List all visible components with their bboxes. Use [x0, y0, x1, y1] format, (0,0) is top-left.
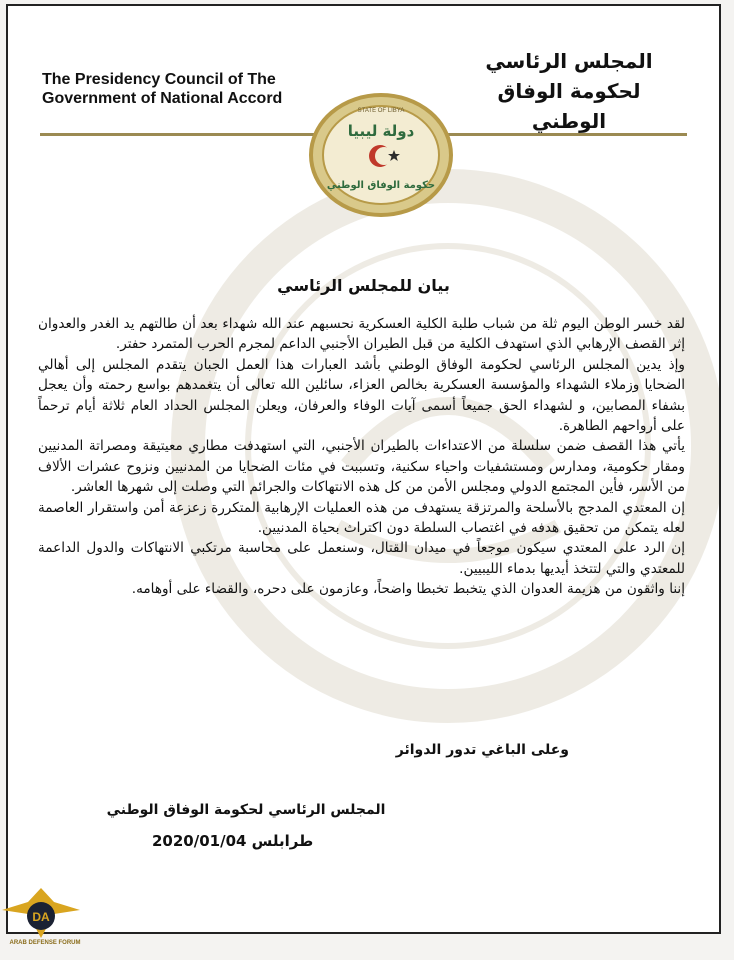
logo-short-text: DA — [32, 910, 50, 924]
arab-defense-forum-logo-icon — [0, 880, 82, 960]
paragraph: وإذ يدين المجلس الرئاسي لحكومة الوفاق الوطني بأشد العبارات هذا العمل الجبان يتقدم المجلس إلى أهالي الضحايا وزملاء الشهداء والمؤسسة العسكرية بخالص العزاء، سائلين الله تعالى أن يتغمدهم بواسع رحمته وأن يعجل بشفاء المصابين، و لشهداء الحق جميعاً أسمى آيات الوفاء والعرفان، ويعلن المجلس الحداد العام ثلاثة أيام ترحماً على أرواحهم الطاهرة. — [38, 356, 685, 435]
arabic-header — [459, 46, 679, 136]
arabic-header-line2: لحكومة الوفاق الوطني — [497, 79, 641, 133]
emblem-arabic-text: دولة ليبيا — [347, 122, 415, 140]
closing-line: وعلى الباغي تدور الدوائر — [395, 742, 569, 758]
arabic-header-line1: المجلس الرئاسي — [485, 49, 653, 73]
document-page — [6, 4, 721, 934]
signature-place-date: طرابلس 2020/01/04 — [152, 832, 314, 850]
emblem-bottom-text: حكومة الوفاق الوطني — [326, 180, 436, 191]
english-header-line1: The Presidency Council of The — [42, 71, 276, 88]
paragraph: يأتي هذا القصف ضمن سلسلة من الاعتداءات بالطيران الأجنبي، التي استهدفت مطاري معيتيقة ومصراتة المدنيين ومقار حكومية، ومدارس ومستشفيات واحياء سكنية، وتسببت في مئات الضحايا من المدنيين ونزوح عشرات الألاف من الأسر، فأين المجتمع الدولي ومجلس الأمن من كل هذه الانتهاكات والجرائم التي وصلت إلى شهرها العاشر. — [38, 438, 685, 496]
statement-body — [38, 314, 685, 600]
english-header-line2: Government of National Accord — [42, 90, 283, 107]
emblem-top-text: STATE OF LIBYA — [357, 108, 405, 114]
signature-name: المجلس الرئاسي لحكومة الوفاق الوطني — [106, 802, 386, 818]
logo-caption: ARAB DEFENSE FORUM — [9, 940, 81, 946]
paragraph: إن الرد على المعتدي سيكون موجعاً في ميدان القتال، وسنعمل على محاسبة مرتكبي الانتهاكات والدول الداعمة للمعتدي والتي لتتخذ أيديها بدماء الليبيين. — [38, 540, 685, 577]
paragraph: إن المعتدي المدجج بالأسلحة والمرتزقة يستهدف من هذه العمليات الإرهابية المتكررة زعزعة أمن واستقرار العاصمة لعله يتمكن من تحقيق هدفه في اغتصاب السلطة دون اكتراث بحياة المدنيين. — [38, 499, 685, 537]
statement-title: بيان للمجلس الرئاسي — [277, 276, 450, 295]
libya-emblem — [306, 92, 456, 218]
english-header — [42, 70, 282, 108]
paragraph: لقد خسر الوطن اليوم ثلة من شباب طلبة الكلية العسكرية نحسبهم عند الله شهداء بعد أن طالتهم يد الغدر والعدوان إثر القصف الإرهابي الذي استهدف الكلية من قبل الطيران الأجنبي الداعم لمجرم الحرب المتمرد حفتر. — [38, 316, 685, 353]
paragraph: إننا واثقون من هزيمة العدوان الذي يتخبط تخبطا واضحاً، وعازمون على دحره، والقضاء على أوهامه. — [131, 581, 685, 598]
